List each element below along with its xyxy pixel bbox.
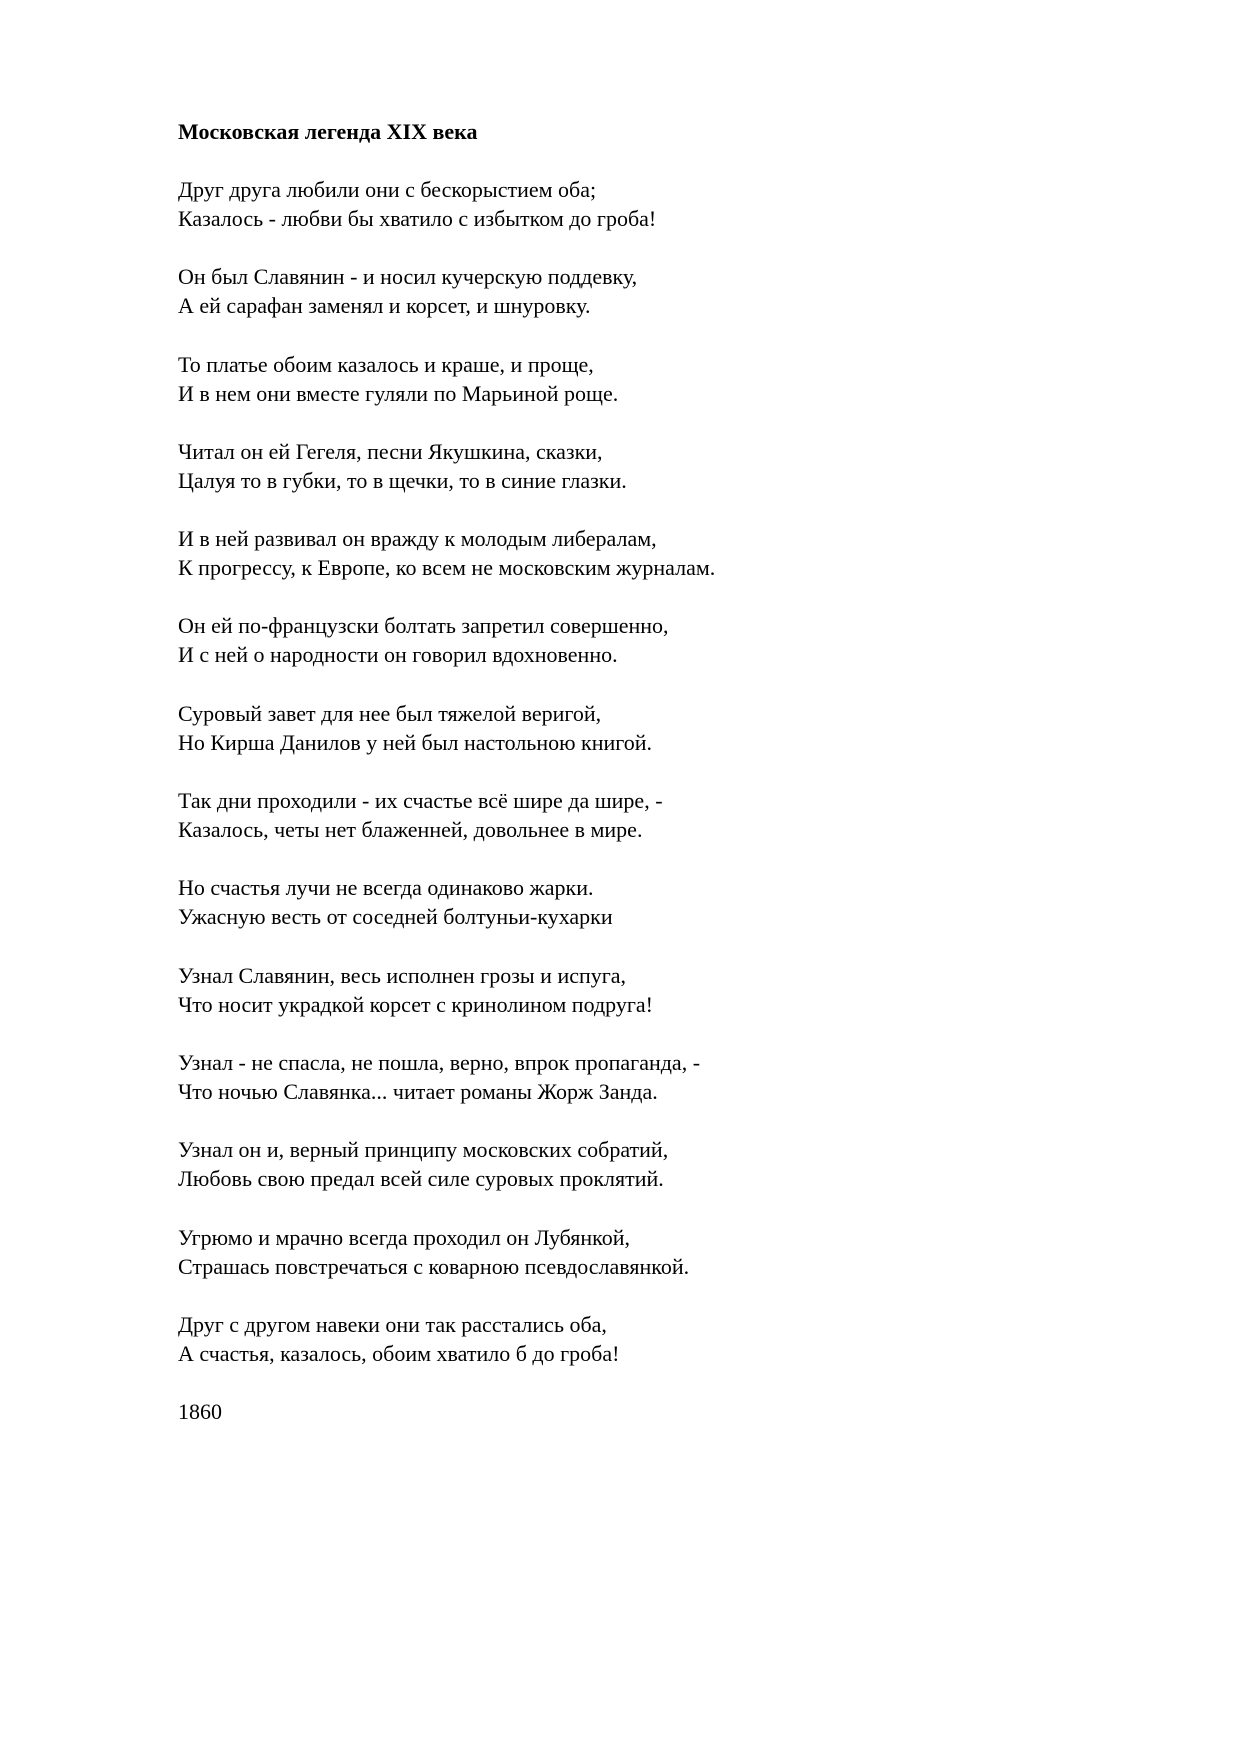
poem-line: Ужасную весть от соседней болтуньи-кухарки xyxy=(178,904,613,930)
poem-line: Любовь свою предал всей силе суровых проклятий. xyxy=(178,1166,664,1192)
poem-line: А счастья, казалось, обоим хватило б до гроба! xyxy=(178,1340,620,1366)
stanza xyxy=(178,961,1138,1019)
poem-line: Что ночью Славянка... читает романы Жорж Занда. xyxy=(178,1078,658,1104)
stanza xyxy=(178,262,1138,320)
poem-line: И с ней о народности он говорил вдохновенно. xyxy=(178,642,618,668)
stanza xyxy=(178,1310,1138,1368)
poem-line: Он был Славянин - и носил кучерскую поддевку, xyxy=(178,264,638,290)
poem-line: Страшась повстречаться с коварною псевдославянкой. xyxy=(178,1253,690,1279)
poem-line: А ей сарафан заменял и корсет, и шнуровку. xyxy=(178,293,591,319)
stanza xyxy=(178,786,1138,844)
poem-line: То платье обоим казалось и краше, и проще, xyxy=(178,351,594,377)
stanza xyxy=(178,1048,1138,1106)
stanza xyxy=(178,350,1138,408)
stanza xyxy=(178,1223,1138,1281)
poem-line: Суровый завет для нее был тяжелой веригой, xyxy=(178,700,602,726)
document-content xyxy=(178,117,1138,1426)
poem-line: И в нем они вместе гуляли по Марьиной роще. xyxy=(178,380,619,406)
poem-line: Он ей по-французски болтать запретил совершенно, xyxy=(178,613,669,639)
poem-line: Угрюмо и мрачно всегда проходил он Лубянкой, xyxy=(178,1224,631,1250)
poem-line: Друг друга любили они с бескорыстием оба; xyxy=(178,177,597,202)
stanza xyxy=(178,1135,1138,1193)
stanza xyxy=(178,437,1138,495)
poem-line: И в ней развивал он вражду к молодым либералам, xyxy=(178,526,657,552)
poem-line: Узнал он и, верный принципу московских собратий, xyxy=(178,1137,669,1163)
stanza xyxy=(178,873,1138,931)
stanza xyxy=(178,611,1138,669)
poem-title: Московская легенда XIX века xyxy=(178,119,478,144)
poem-line: Казалось - любви бы хватило с избытком до гроба! xyxy=(178,206,657,231)
poem-line: Друг с другом навеки они так расстались оба, xyxy=(178,1311,607,1337)
poem-line: Узнал Славянин, весь исполнен грозы и испуга, xyxy=(178,962,627,988)
stanza xyxy=(178,175,1138,233)
stanza xyxy=(178,524,1138,582)
poem-line: Читал он ей Гегеля, песни Якушкина, сказки, xyxy=(178,438,603,464)
poem-line: Но Кирша Данилов у ней был настольною книгой. xyxy=(178,729,653,755)
poem-line: Казалось, четы нет блаженней, довольнее в мире. xyxy=(178,817,643,843)
stanza xyxy=(178,699,1138,757)
poem-line: Что носит украдкой корсет с кринолином подруга! xyxy=(178,991,653,1017)
poem-line: Но счастья лучи не всегда одинаково жарки. xyxy=(178,875,594,901)
poem-body xyxy=(178,175,1138,1368)
poem-line: Так дни проходили - их счастье всё шире да шире, - xyxy=(178,788,663,814)
poem-line: Цалуя то в губки, то в щечки, то в синие глазки. xyxy=(178,467,627,493)
poem-line: К прогрессу, к Европе, ко всем не московским журналам. xyxy=(178,555,716,581)
poem-year: 1860 xyxy=(178,1399,222,1425)
poem-line: Узнал - не спасла, не пошла, верно, впрок пропаганда, - xyxy=(178,1049,701,1075)
